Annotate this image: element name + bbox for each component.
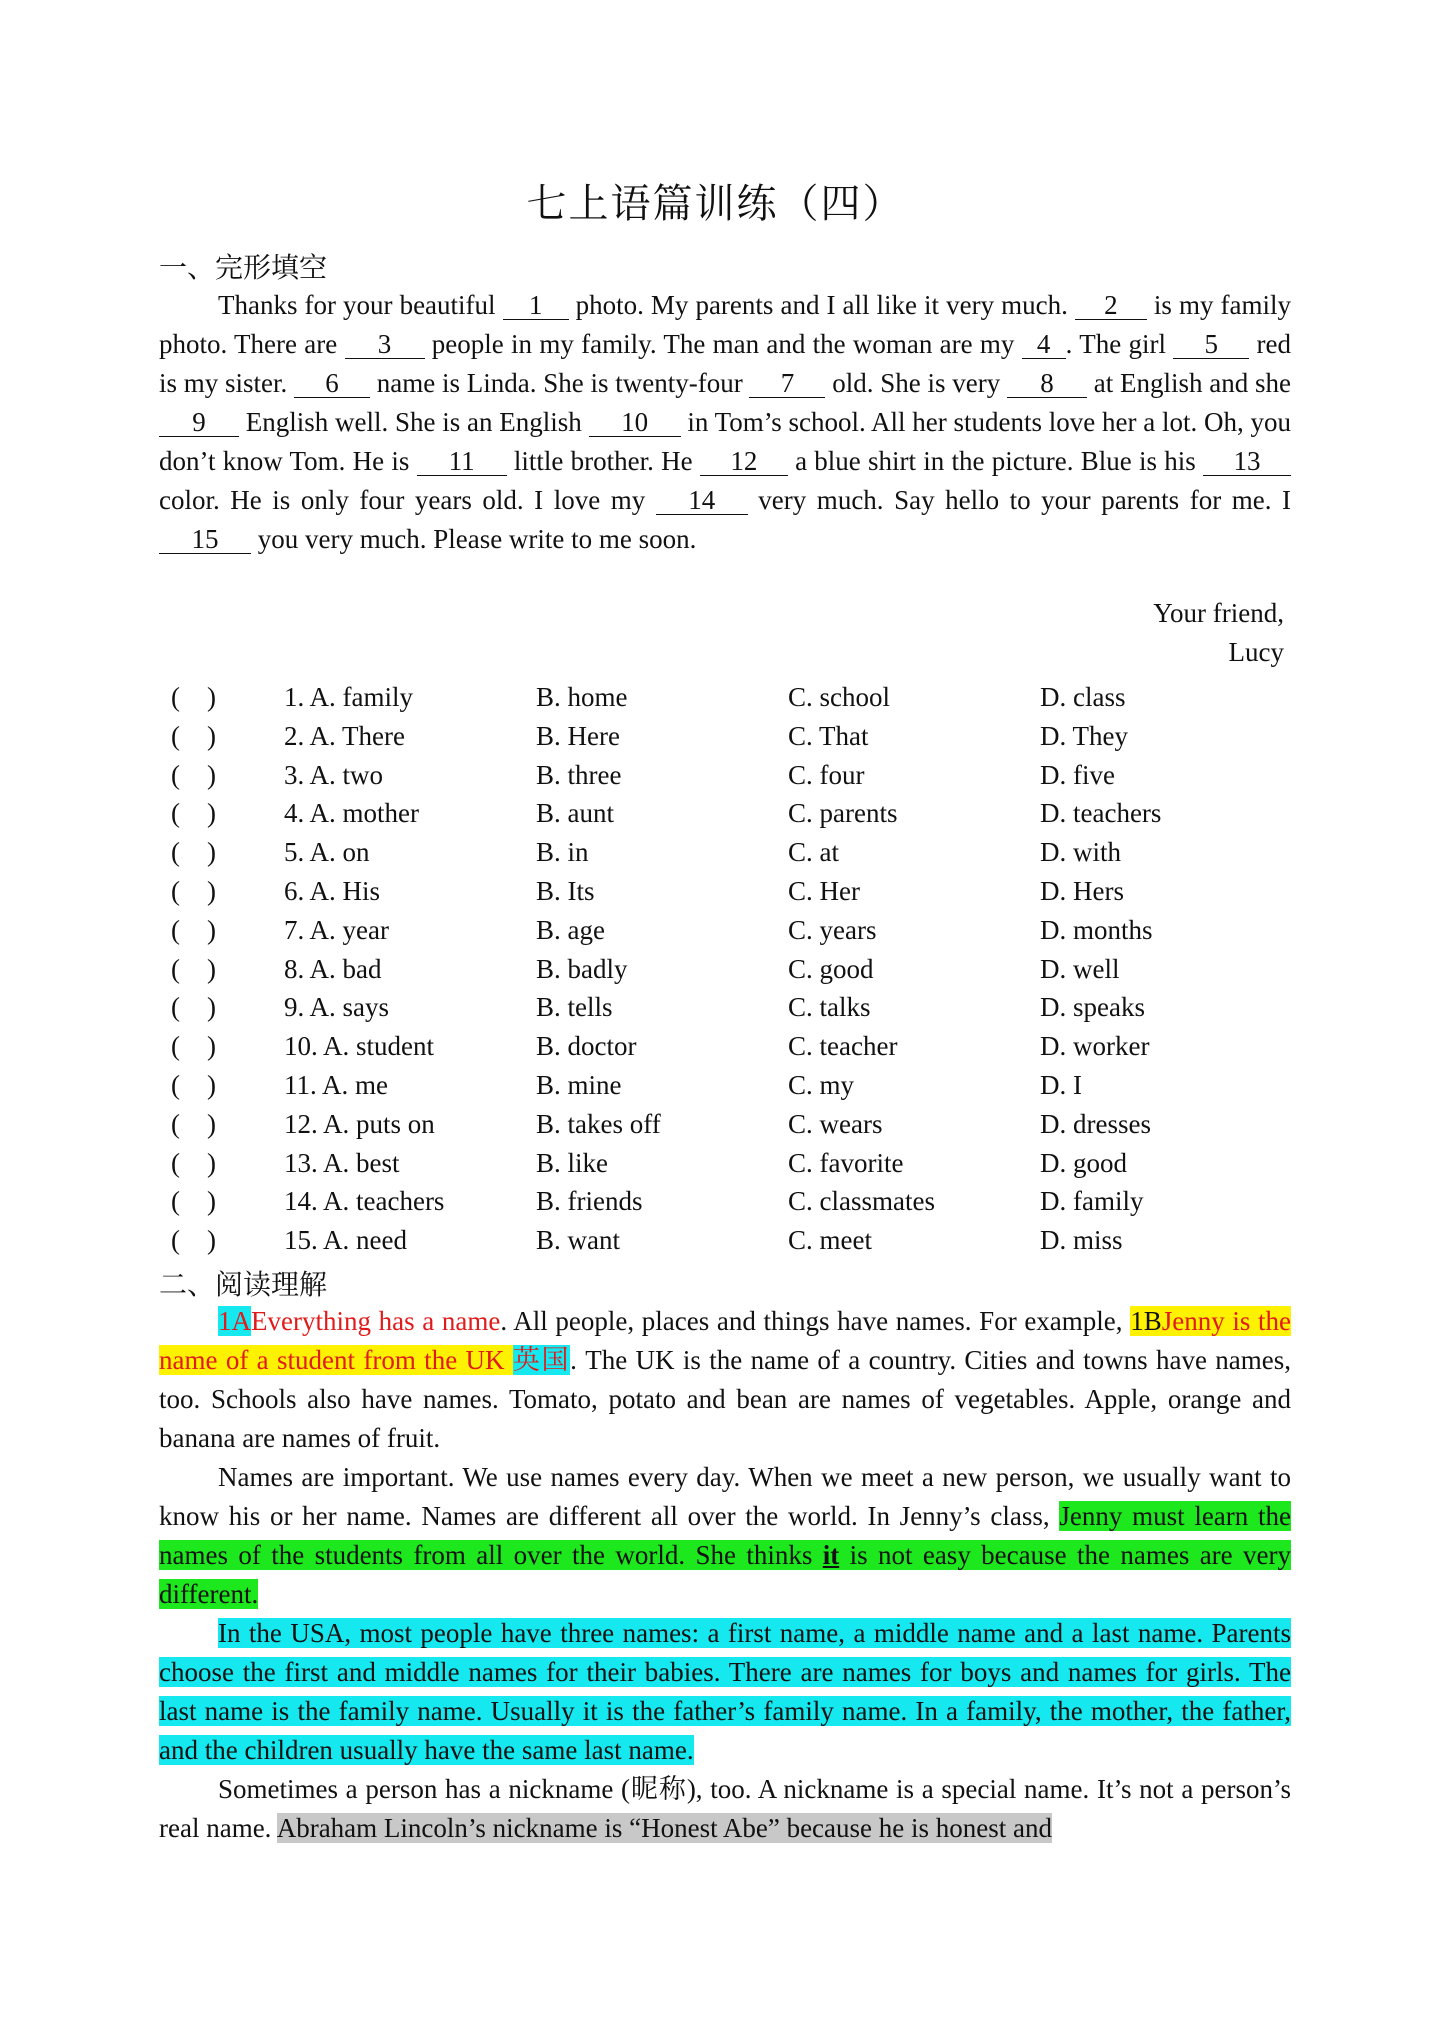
option-b: B. three	[536, 759, 622, 790]
cloze-passage: Thanks for your beautiful 1 photo. My parents and I all like it very much. 2 is my family photo. There are 3 people in my family. The man and the woman are my 4 . The girl 5 red is my sister. 6 name is Linda. She is twenty-four 7 old. She is very 8 at English and she 9 English well. She is an English 10 in Tom’s school. All her students love her a lot. Oh, you don’t know Tom. He is 11 little brother. He 12 a blue shirt in the picture. Blue is his 13 color. He is only four years old. I love my 14 very much. Say hello to your parents for me. I 15 you very much. Please write to me soon.	[159, 290, 1291, 554]
question-row	[159, 794, 1291, 833]
question-row	[159, 1066, 1291, 1105]
option-c: C. classmates	[788, 1186, 935, 1217]
reading-paragraph-4: Sometimes a person has a nickname (昵称), too. A nickname is a special name. It’s not a person’s real name. Abraham Lincoln’s nickname is “Honest Abe” because he is honest and	[159, 1774, 1291, 1843]
option-d: D. teachers	[1040, 798, 1162, 829]
option-d: D. months	[1040, 914, 1153, 945]
blank-3: 3	[345, 330, 425, 359]
option-c: C. good	[788, 953, 874, 984]
answer-parentheses: ( )	[171, 953, 216, 984]
option-c: C. favorite	[788, 1147, 904, 1178]
option-c: C. four	[788, 759, 865, 790]
option-c: C. meet	[788, 1225, 872, 1256]
option-c: C. That	[788, 720, 869, 751]
blank-10: 10	[589, 408, 681, 437]
answer-parentheses: ( )	[171, 1225, 216, 1256]
letter-signature: Lucy	[1228, 637, 1284, 667]
question-row	[159, 950, 1291, 989]
answer-parentheses: ( )	[171, 876, 216, 906]
blank-6: 6	[294, 369, 370, 398]
option-c: C. teacher	[788, 1031, 898, 1062]
question-row	[159, 911, 1291, 950]
blank-8: 8	[1007, 369, 1087, 398]
question-row	[159, 1221, 1291, 1260]
option-d: D. class	[1040, 682, 1126, 712]
option-a: 6. A. His	[284, 876, 381, 906]
option-d: D. good	[1040, 1147, 1127, 1178]
answer-parentheses: ( )	[171, 798, 216, 829]
option-d: D. I	[1040, 1070, 1082, 1100]
answer-parentheses: ( )	[171, 759, 216, 790]
blank-9: 9	[159, 408, 239, 437]
question-row	[159, 717, 1291, 756]
option-c: C. my	[788, 1070, 855, 1100]
answer-parentheses: ( )	[171, 837, 216, 868]
question-row	[159, 988, 1291, 1027]
answer-parentheses: ( )	[171, 992, 216, 1023]
option-c: C. Her	[788, 876, 860, 906]
option-b: B. like	[536, 1147, 608, 1178]
option-d: D. family	[1040, 1186, 1144, 1217]
letter-closing: Your friend,	[1153, 598, 1284, 628]
option-b: B. friends	[536, 1186, 643, 1217]
option-b: B. mine	[536, 1070, 622, 1100]
answer-parentheses: ( )	[171, 914, 216, 945]
reading-paragraph-1: 1AEverything has a name. All people, places and things have names. For example, 1BJenny is the name of a student from the UK 英国. The UK is the name of a country. Cities and towns have names, too. Schools also have names. Tomato, potato and bean are names of vegetables. Apple, orange and banana are names of fruit.	[159, 1306, 1292, 1453]
blank-13: 13	[1203, 447, 1291, 476]
option-b: B. doctor	[536, 1031, 637, 1062]
question-row	[159, 756, 1291, 795]
option-c: C. school	[788, 682, 891, 712]
option-a: 1. A. family	[284, 682, 413, 712]
option-d: D. Hers	[1040, 876, 1124, 906]
option-a: 13. A. best	[284, 1147, 400, 1178]
blank-2: 2	[1075, 291, 1147, 320]
option-c: C. wears	[788, 1108, 883, 1139]
option-a: 8. A. bad	[284, 953, 382, 984]
question-row	[159, 833, 1291, 872]
option-d: D. with	[1040, 837, 1121, 868]
question-row	[159, 1182, 1291, 1221]
option-a: 14. A. teachers	[284, 1186, 445, 1217]
option-c: C. at	[788, 837, 839, 868]
option-a: 5. A. on	[284, 837, 370, 868]
answer-parentheses: ( )	[171, 720, 216, 751]
page-title: 七上语篇训练（四）	[526, 181, 905, 227]
option-a: 3. A. two	[284, 759, 384, 790]
option-d: D. well	[1040, 953, 1120, 984]
underlined-word-it: it	[822, 1540, 840, 1570]
option-b: B. in	[536, 837, 589, 868]
option-b: B. tells	[536, 992, 613, 1023]
question-row	[159, 1027, 1291, 1066]
option-d: D. They	[1040, 720, 1128, 751]
option-b: B. Its	[536, 876, 595, 906]
blank-7: 7	[749, 369, 825, 398]
blank-1: 1	[503, 291, 569, 320]
option-a: 12. A. puts on	[284, 1108, 435, 1139]
highlight-gray-sentence: Abraham Lincoln’s nickname is “Honest Abe” because he is honest and	[276, 1813, 1052, 1843]
annotation-tag-1a: 1A	[218, 1306, 251, 1336]
option-b: B. want	[536, 1225, 620, 1256]
blank-5: 5	[1173, 330, 1249, 359]
reading-paragraph-3	[159, 1614, 1291, 1770]
option-d: D. miss	[1040, 1225, 1123, 1256]
option-d: D. speaks	[1040, 992, 1145, 1023]
answer-parentheses: ( )	[171, 1070, 216, 1100]
option-b: B. home	[536, 682, 628, 712]
highlight-yellow-sentence: 1BJenny is the name of a student from the UK	[159, 1306, 1291, 1375]
option-d: D. dresses	[1040, 1108, 1151, 1139]
question-row	[159, 1105, 1291, 1144]
blank-4: 4	[1022, 330, 1066, 359]
option-c: C. talks	[788, 992, 871, 1023]
section-reading-heading: 二、阅读理解	[159, 1268, 328, 1301]
annotation-tag-1b: 1B	[1130, 1306, 1162, 1336]
answer-parentheses: ( )	[171, 682, 216, 712]
option-a: 11. A. me	[284, 1070, 388, 1100]
option-d: D. five	[1040, 759, 1115, 790]
answer-parentheses: ( )	[171, 1147, 216, 1178]
blank-12: 12	[700, 447, 788, 476]
question-row	[159, 678, 1291, 717]
reading-paragraph-2: Names are important. We use names every day. When we meet a new person, we usually want to know his or her name. Names are different all over the world. In Jenny’s class, Jenny must learn the names of the students from all over the world. She thinks it is not easy because the names are very different.	[159, 1462, 1292, 1609]
option-a: 2. A. There	[284, 720, 405, 751]
option-a: 15. A. need	[284, 1225, 407, 1256]
option-a: 10. A. student	[284, 1031, 435, 1062]
option-b: B. Here	[536, 720, 620, 751]
option-d: D. worker	[1040, 1031, 1150, 1062]
answer-parentheses: ( )	[171, 1031, 216, 1062]
answer-parentheses: ( )	[171, 1108, 216, 1139]
section-cloze-heading: 一、完形填空	[159, 251, 328, 284]
option-a: 9. A. says	[284, 992, 390, 1023]
question-row	[159, 1144, 1291, 1183]
highlight-cyan-paragraph: In the USA, most people have three names: a first name, a middle name and a last name. Parents choose the first and middle names for their babies. There are names for boys and names for girls. The last name is the family name. Usually it is the father’s family name. In a family, the mother, the father, and the children usually have the same last name.	[159, 1618, 1291, 1765]
highlight-red-sentence: Everything has a name	[251, 1306, 501, 1336]
highlight-green-sentence: Jenny must learn the names of the students from all over the world. She thinks it is not easy because the names are very different.	[159, 1501, 1292, 1609]
option-b: B. age	[536, 914, 605, 945]
option-b: B. aunt	[536, 798, 614, 829]
answer-parentheses: ( )	[171, 1186, 216, 1217]
option-b: B. badly	[536, 953, 628, 984]
blank-14: 14	[656, 486, 748, 515]
option-c: C. years	[788, 914, 877, 945]
blank-15: 15	[159, 525, 251, 554]
chinese-gloss: 英国	[512, 1345, 571, 1375]
option-a: 7. A. year	[284, 914, 389, 945]
option-b: B. takes off	[536, 1108, 661, 1139]
question-row	[159, 872, 1291, 911]
option-c: C. parents	[788, 798, 898, 829]
blank-11: 11	[417, 447, 507, 476]
option-a: 4. A. mother	[284, 798, 419, 829]
